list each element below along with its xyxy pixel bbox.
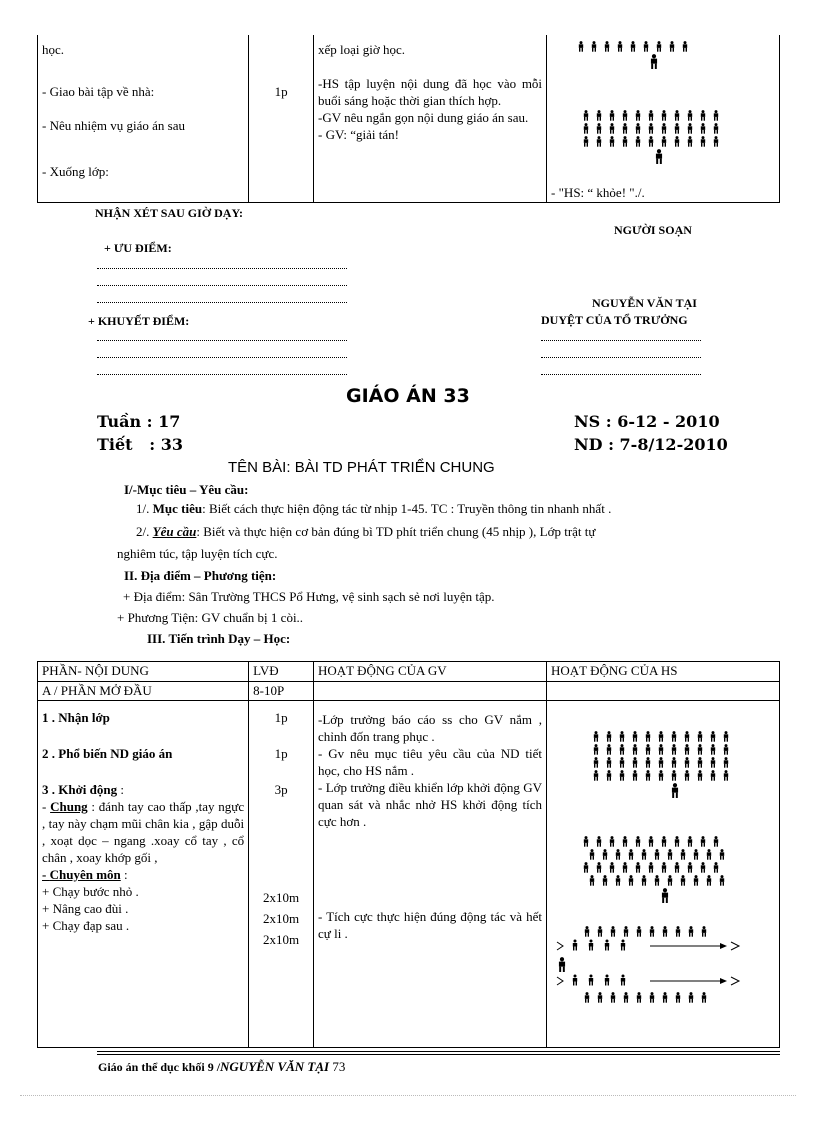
student-figure: [657, 757, 665, 768]
student-figure: [722, 731, 730, 742]
student-figure: [621, 862, 629, 873]
student-figure: [700, 926, 708, 937]
objective-1: [136, 500, 611, 517]
student-figure: [577, 41, 585, 52]
period-label: Tiết : 33: [97, 435, 184, 454]
run-lane: [555, 939, 755, 957]
student-figure: [596, 992, 604, 1003]
student-figure: [712, 136, 720, 147]
student-figure: [644, 770, 652, 781]
student-figure: [712, 110, 720, 121]
student-figure: [699, 836, 707, 847]
top-gv-text: xếp loại giờ học.: [317, 42, 406, 57]
student-figure: [705, 875, 713, 886]
reps-2: 2x10m: [263, 911, 300, 926]
item-warmup: [42, 781, 244, 798]
objective-2-cont: nghiêm túc, tập luyện tích cực.: [117, 546, 278, 561]
student-figure: [596, 926, 604, 937]
student-figure: [595, 110, 603, 121]
figure-row: [592, 783, 735, 800]
student-figure: [621, 836, 629, 847]
objective-2-prefix: 2/.: [136, 524, 153, 539]
student-figure: [718, 875, 726, 886]
part-a-label: A / PHẦN MỞ ĐẦU: [38, 682, 249, 701]
week-label: Tuần : 17: [97, 412, 181, 431]
disadvantages-label: + KHUYẾT ĐIỂM:: [88, 314, 190, 328]
item-warmup-label: 3 . Khởi động: [42, 782, 118, 797]
figure-row: [577, 41, 694, 54]
student-figure: [683, 731, 691, 742]
student-figure: [660, 862, 668, 873]
student-figure: [679, 849, 687, 860]
item-announce: 2 . Phổ biến ND giáo án: [42, 746, 173, 761]
figure-row: [582, 888, 731, 905]
student-figure: [583, 992, 591, 1003]
student-figure: [627, 849, 635, 860]
student-figure: [657, 731, 665, 742]
student-figure: [631, 770, 639, 781]
content-cell: [38, 701, 249, 1048]
student-figure: [640, 875, 648, 886]
student-figure: [582, 136, 590, 147]
student-figure: [673, 110, 681, 121]
student-figure: [712, 836, 720, 847]
student-figure: [647, 136, 655, 147]
top-hs-caption: - "HS: “ khỏe! "./.: [551, 185, 645, 200]
student-figure: [618, 757, 626, 768]
student-figure: [635, 992, 643, 1003]
student-figure: [614, 875, 622, 886]
figure-row: [592, 757, 735, 770]
footer: [98, 1058, 345, 1076]
student-figure: [683, 744, 691, 755]
student-figure: [712, 862, 720, 873]
figure-row: [582, 836, 731, 849]
time-1: 1p: [274, 710, 288, 725]
student-figure: [605, 770, 613, 781]
student-figure: [696, 770, 704, 781]
student-figure: [582, 836, 590, 847]
student-figure: [699, 123, 707, 134]
student-figure: [644, 757, 652, 768]
student-figure: [609, 926, 617, 937]
figure-row: [555, 926, 755, 939]
time-2: 1p: [274, 746, 288, 761]
student-figure: [712, 123, 720, 134]
student-figure: [709, 731, 717, 742]
formation-figures: [592, 731, 735, 800]
formation-figures: [577, 41, 694, 71]
student-figure: [629, 41, 637, 52]
dotted-line: [97, 268, 347, 269]
student-figure: [582, 862, 590, 873]
reps-3: 2x10m: [263, 932, 300, 947]
gv-activity-4: - Tích cực thực hiện đúng động tác và hết cự li .: [318, 909, 542, 941]
student-figure: [631, 731, 639, 742]
teacher-figure: [670, 783, 680, 799]
gv-cell: [314, 701, 547, 1048]
student-figure: [582, 110, 590, 121]
dotted-line: [97, 285, 347, 286]
student-figure: [634, 123, 642, 134]
student-figure: [595, 862, 603, 873]
figure-row: [582, 875, 731, 888]
figure-row: [582, 149, 725, 166]
dotted-line: [541, 374, 701, 375]
lesson-name-label: TÊN BÀI:: [228, 459, 295, 476]
student-figure: [673, 123, 681, 134]
header-lvd: LVĐ: [249, 662, 314, 682]
objective-1-prefix: 1/.: [136, 501, 153, 516]
header-content: PHẦN- NỘI DUNG: [38, 662, 249, 682]
run-lane: [555, 974, 755, 992]
student-figure: [657, 744, 665, 755]
lesson-title: GIÁO ÁN 33: [346, 385, 470, 407]
objective-2-text: : Biết và thực hiện cơ bản đúng bì TD phít triển chung (45 nhịp ), Lớp trật tự: [196, 524, 596, 539]
general-text: : đánh tay cao thấp ,tay ngực , tay này chạm mũi chân kia , gập duỗi , xoạt dọc – ngang .xoay cổ tay , cổ chân , xoay khớp gối ,: [42, 799, 245, 865]
student-figure: [686, 110, 694, 121]
student-figure: [661, 992, 669, 1003]
student-figure: [608, 136, 616, 147]
student-figure: [686, 862, 694, 873]
figure-row: [592, 731, 735, 744]
top-col-gv: [313, 35, 546, 202]
student-figure: [653, 849, 661, 860]
student-figure: [605, 744, 613, 755]
student-figure: [686, 836, 694, 847]
student-figure: [621, 136, 629, 147]
student-figure: [699, 862, 707, 873]
formation-figures: [582, 110, 725, 166]
part-a-time: 8-10P: [249, 682, 314, 701]
tools-text: + Phương Tiện: GV chuẩn bị 1 còi..: [117, 610, 304, 625]
student-figure: [670, 770, 678, 781]
top-text: học.: [42, 42, 65, 57]
student-figure: [608, 862, 616, 873]
student-figure: [648, 992, 656, 1003]
student-figure: [670, 744, 678, 755]
teacher-figure: [649, 54, 659, 70]
figure-row: [582, 136, 725, 149]
time-cell: [249, 701, 314, 1048]
student-figure: [634, 136, 642, 147]
student-figure: [722, 757, 730, 768]
top-gv-text: -GV nêu ngắn gọn nội dung giáo án sau.: [317, 110, 529, 125]
student-figure: [618, 744, 626, 755]
dotted-line: [541, 357, 701, 358]
teacher-figure: [557, 957, 567, 973]
student-figure: [660, 136, 668, 147]
student-figure: [634, 862, 642, 873]
student-figure: [718, 849, 726, 860]
student-figure: [655, 41, 663, 52]
student-figure: [595, 123, 603, 134]
student-figure: [692, 875, 700, 886]
student-figure: [673, 862, 681, 873]
dotted-line: [97, 357, 347, 358]
part-a-hs: [547, 682, 780, 701]
review-heading: NHẬN XÉT SAU GIỜ DẠY:: [95, 206, 244, 220]
student-figure: [700, 992, 708, 1003]
student-figure: [582, 123, 590, 134]
student-figure: [722, 744, 730, 755]
student-figure: [709, 770, 717, 781]
page-edge: [20, 1095, 796, 1096]
objective-2: [136, 523, 781, 540]
student-figure: [642, 41, 650, 52]
student-figure: [692, 849, 700, 860]
top-col-content: [38, 35, 249, 202]
figure-row: [582, 849, 731, 862]
student-figure: [618, 731, 626, 742]
student-figure: [653, 875, 661, 886]
time-3: 3p: [274, 782, 288, 797]
student-figure: [592, 744, 600, 755]
student-figure: [601, 875, 609, 886]
student-figure: [686, 136, 694, 147]
student-figure: [660, 836, 668, 847]
student-figure: [647, 110, 655, 121]
author-label: NGƯỜI SOẠN: [614, 223, 692, 237]
student-figure: [608, 123, 616, 134]
objective-2-label: Yêu cầu: [152, 524, 197, 539]
lesson-name-value: BÀI TD PHÁT TRIỂN CHUNG: [294, 459, 495, 476]
student-figure: [608, 836, 616, 847]
reps-1: 2x10m: [263, 890, 300, 905]
student-figure: [686, 123, 694, 134]
student-figure: [592, 731, 600, 742]
footer-prefix: Giáo án thể dục khối 9 /: [98, 1060, 221, 1074]
run-1: + Chạy bước nhỏ .: [42, 884, 139, 899]
top-table: [37, 35, 780, 203]
run-arrow-icon: [555, 974, 755, 988]
student-figure: [621, 123, 629, 134]
hs-cell: [547, 701, 780, 1048]
section-place: II. Địa điểm – Phương tiện:: [124, 568, 277, 583]
student-figure: [709, 744, 717, 755]
student-figure: [634, 110, 642, 121]
student-figure: [683, 770, 691, 781]
student-figure: [621, 110, 629, 121]
student-figure: [605, 731, 613, 742]
gv-activity-3: - Lớp trưởng điều khiển lớp khởi động GV quan sát và nhắc nhở HS khởi động tích cực hơn .: [318, 780, 542, 829]
main-table: [37, 661, 780, 1048]
figure-row: [582, 123, 725, 136]
student-figure: [603, 41, 611, 52]
student-figure: [722, 770, 730, 781]
student-figure: [687, 992, 695, 1003]
student-figure: [631, 757, 639, 768]
student-figure: [595, 836, 603, 847]
student-figure: [647, 862, 655, 873]
dotted-line: [541, 340, 701, 341]
student-figure: [609, 992, 617, 1003]
student-figure: [668, 41, 676, 52]
student-figure: [592, 757, 600, 768]
student-figure: [634, 836, 642, 847]
student-figure: [618, 770, 626, 781]
student-figure: [640, 849, 648, 860]
student-figure: [674, 992, 682, 1003]
page-number: 73: [329, 1059, 346, 1074]
student-figure: [674, 926, 682, 937]
student-figure: [583, 926, 591, 937]
top-gv-text: - GV: “giải tán!: [317, 127, 399, 142]
student-figure: [673, 836, 681, 847]
formation-figures: [582, 836, 731, 905]
student-figure: [709, 757, 717, 768]
item-special: - Chuyên môn :: [42, 867, 128, 882]
run-2: + Nâng cao đùi .: [42, 901, 129, 916]
student-figure: [635, 926, 643, 937]
student-figure: [705, 849, 713, 860]
student-figure: [647, 123, 655, 134]
footer-author: NGUYỄN VĂN TẠI: [220, 1059, 330, 1074]
teacher-figure: [654, 149, 664, 165]
student-figure: [605, 757, 613, 768]
student-figure: [644, 744, 652, 755]
student-figure: [592, 770, 600, 781]
general-label: Chung: [50, 799, 88, 814]
student-figure: [622, 926, 630, 937]
advantages-label: + ƯU ĐIỂM:: [104, 241, 172, 255]
student-figure: [679, 875, 687, 886]
student-figure: [627, 875, 635, 886]
student-figure: [696, 744, 704, 755]
approval-label: DUYỆT CỦA TỔ TRƯỞNG: [541, 313, 688, 327]
student-figure: [683, 757, 691, 768]
section-process: III. Tiến trình Dạy – Học:: [147, 631, 291, 646]
run-arrow-icon: [555, 939, 755, 953]
student-figure: [631, 744, 639, 755]
student-figure: [661, 926, 669, 937]
student-figure: [699, 136, 707, 147]
header-gv: HOẠT ĐỘNG CỦA GV: [314, 662, 547, 682]
top-gv-text: -HS tập luyện nội dung đã học vào mỗi buổi sáng hoặc thời gian thích hợp.: [317, 76, 543, 108]
run-3: + Chạy đạp sau .: [42, 918, 130, 933]
footer-rule: [97, 1054, 780, 1055]
student-figure: [666, 849, 674, 860]
student-figure: [681, 41, 689, 52]
ns-date: NS : 6-12 - 2010: [574, 412, 720, 431]
figure-row: [582, 110, 725, 123]
part-a-gv: [314, 682, 547, 701]
student-figure: [590, 41, 598, 52]
dotted-line: [97, 374, 347, 375]
gv-activity-2: - Gv nêu mục tiêu yêu cầu của ND tiết học, cho HS nắm .: [318, 746, 542, 778]
student-figure: [660, 110, 668, 121]
student-figure: [601, 849, 609, 860]
student-figure: [644, 731, 652, 742]
nd-date: ND : 7-8/12-2010: [574, 435, 728, 454]
student-figure: [648, 926, 656, 937]
formation-figures: [555, 926, 755, 1005]
student-figure: [687, 926, 695, 937]
top-text: - Giao bài tập về nhà:: [42, 84, 155, 99]
student-figure: [622, 992, 630, 1003]
objective-1-text: : Biết cách thực hiện động tác từ nhịp 1-45. TC : Truyền thông tin nhanh nhất .: [202, 501, 612, 516]
student-figure: [657, 770, 665, 781]
student-figure: [608, 110, 616, 121]
student-figure: [666, 875, 674, 886]
figure-row: [577, 54, 694, 71]
place-text: + Địa điểm: Sân Trường THCS Pổ Hưng, vệ sinh sạch sẻ nơi luyện tập.: [123, 589, 495, 604]
item-warmup-colon: :: [117, 782, 124, 797]
top-time: 1p: [274, 84, 288, 99]
student-figure: [588, 875, 596, 886]
item-receive-class: 1 . Nhận lớp: [42, 710, 110, 725]
dotted-line: [97, 302, 347, 303]
footer-rule: [97, 1051, 780, 1052]
figure-row: [582, 862, 731, 875]
top-text: - Nêu nhiệm vụ giáo án sau: [42, 118, 185, 133]
student-figure: [588, 849, 596, 860]
item-general: - Chung : đánh tay cao thấp ,tay ngực , tay này chạm mũi chân kia , gập duỗi , xoạt dọc – ngang .xoay cổ tay , cổ chân , xoay khớp gối ,: [42, 799, 245, 865]
student-figure: [699, 110, 707, 121]
special-label: Chuyên môn: [49, 867, 121, 882]
student-figure: [696, 757, 704, 768]
student-figure: [616, 41, 624, 52]
top-col-time: [249, 35, 314, 202]
gv-activity-1: -Lớp trưởng báo cáo ss cho GV nắm , chỉnh đốn trang phục .: [318, 712, 542, 744]
student-figure: [647, 836, 655, 847]
header-hs: HOẠT ĐỘNG CỦA HS: [547, 662, 780, 682]
lesson-name: [228, 458, 495, 477]
student-figure: [595, 136, 603, 147]
top-col-hs: [547, 35, 780, 202]
special-colon: :: [120, 867, 128, 882]
author-name: NGUYỄN VĂN TẠI: [592, 296, 697, 310]
figure-row: [592, 770, 735, 783]
dotted-line: [97, 340, 347, 341]
figure-row: [555, 992, 755, 1005]
student-figure: [673, 136, 681, 147]
top-text: - Xuống lớp:: [42, 164, 109, 179]
teacher-figure: [660, 888, 670, 904]
student-figure: [660, 123, 668, 134]
student-figure: [696, 731, 704, 742]
figure-row: [592, 744, 735, 757]
section-objectives: I/-Mục tiêu – Yêu cầu:: [124, 482, 249, 497]
student-figure: [670, 757, 678, 768]
student-figure: [614, 849, 622, 860]
objective-1-label: Mục tiêu: [152, 501, 203, 516]
figure-row: [555, 957, 755, 974]
student-figure: [670, 731, 678, 742]
